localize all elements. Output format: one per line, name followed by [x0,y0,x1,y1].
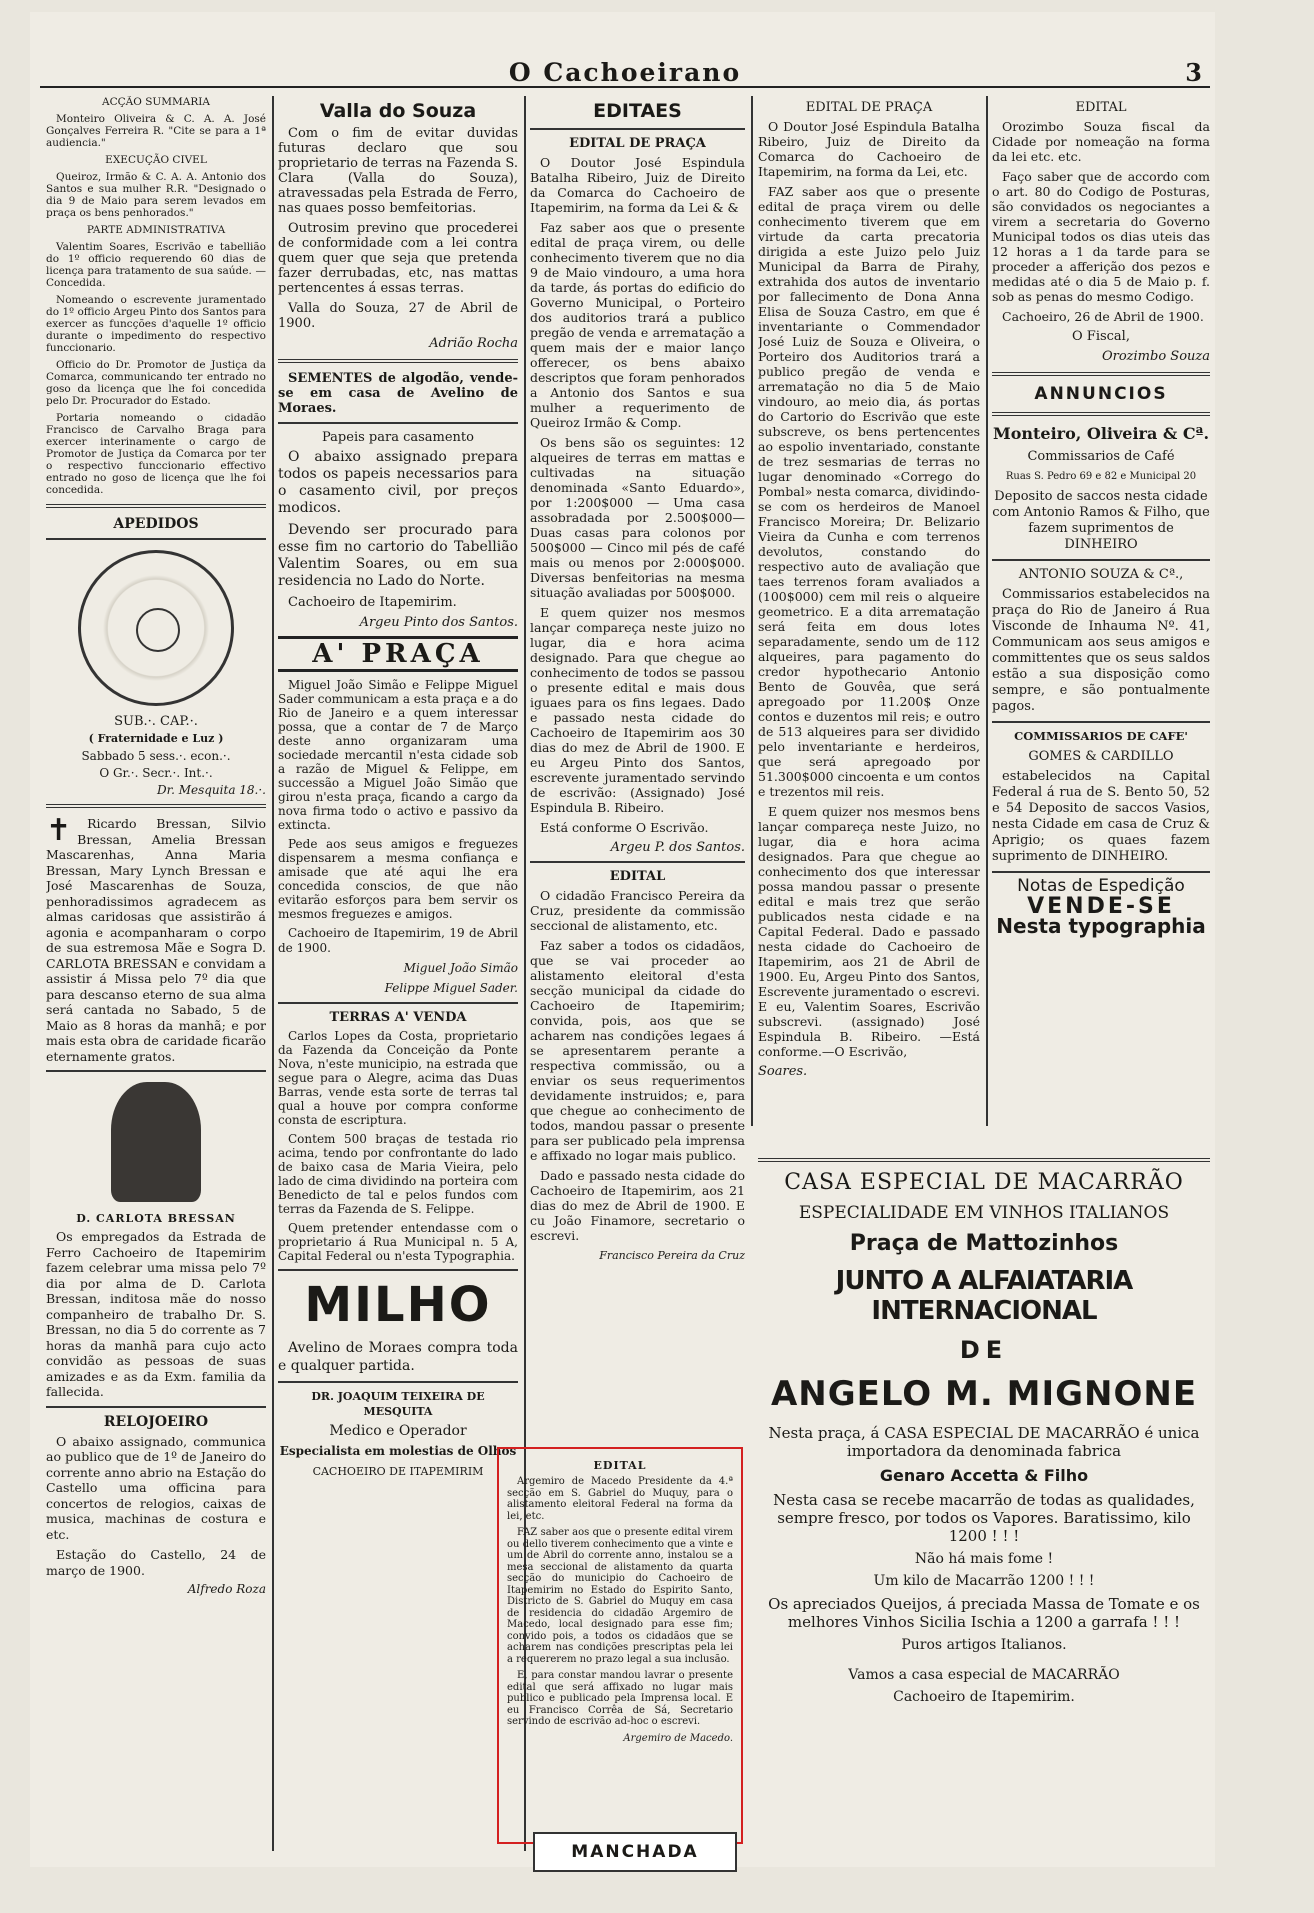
fiscal-sign: Orozimbo Souza [1101,349,1210,364]
mesquita-name: DR. JOAQUIM TEIXEIRA DE MESQUITA [311,1390,485,1418]
column-rule [272,96,274,1851]
edital-praca-title: EDITAL DE PRAÇA [569,136,706,151]
edital-text: Faz saber aos que o presente edital de praça virem, ou delle conhecimento tiverem que no dia 9 de Maio vindouro, a uma hora da tarde, ás portas do edificio do Governo Municipal, o Porteiro dos auditorios trará a publico pregão de venda e arrematação a quem mais der e maior lanço offerecer, os bens abaixo descriptos que foram penhorados a Antonio dos Santos e sua mulher a requerimento de Queiroz Irmão & Comp. [530,220,745,430]
column-rule [751,96,753,1126]
papeis-sign: Argeu Pinto dos Santos. [359,615,518,630]
macarrao-line: Puros artigos Italianos. [901,1637,1067,1653]
divider [758,1158,1210,1162]
highlighted-edital [497,1447,743,1844]
comm-names: GOMES & CARDILLO [1028,749,1174,764]
divider [46,1406,266,1408]
edital-intro: O Doutor José Espindula Batalha Ribeiro, Juiz de Direito da Comarca do Cachoeiro de Itapemirim, na forma da Lei & & [530,155,745,215]
divider [46,1070,266,1072]
terras-text: Carlos Lopes da Costa, proprietario da Fazenda da Conceição da Ponte Nova, n'este municipio, na estrada que segue para o Alegre, acima das Duas Barras, vende esta sorte de terras tal qual a houve por compra conforme consta de escriptura. [278,1029,518,1127]
divider [992,372,1210,376]
vende-se: VENDE-SE [1027,894,1175,919]
comm-text: estabelecidos na Capital Federal á rua de S. Bento 50, 52 e 54 Deposito de saccos Vasios, nesta Cidade em casa de Cruz & Aprigio; os quaes fazem suprimento de DINHEIRO. [992,769,1210,864]
court-entry: Portaria nomeando o cidadão Francisco de Carvalho Braga para exercer interinamente o cargo de Promotor de Justiça da Comarca por ter o respectivo funccionario effectivo entrado no goso de licença que lhe foi concedida. [46,412,266,496]
notas-title: Notas de Espedição [1017,876,1185,896]
macarrao-line: Não há mais fome ! [914,1551,1054,1567]
relojoeiro-text: O abaixo assignado, communica ao publico que de 1º de Janeiro do corrente anno abrio na Estação do Castello uma officina para concertos de relogios, caixas de musica, machinas de costura e etc. [46,1433,266,1542]
macarrao-line: Praça de Mattozinhos [849,1231,1119,1256]
divider [992,559,1210,561]
papeis-place: Cachoeiro de Itapemirim. [288,595,457,610]
divider [530,128,745,130]
redbox-title: EDITAL [593,1459,647,1472]
valla-text: Outrosim previno que procederei de conformidade com a lei contra quem quer que seja que pretenda fazer derrubadas, etc, nas mattas pertencentes á essas terras. [278,221,518,296]
column-3 [530,96,745,1421]
manchada-stamp: MANCHADA [533,1832,737,1872]
divider [46,804,266,808]
redbox-text: Argemiro de Macedo Presidente da 4.ª secção em S. Gabriel do Muquy, para o alistamento eleitoral Federal na forma da lei, etc. [507,1476,733,1522]
divider [278,359,518,363]
fiscal-text: Orozimbo Souza fiscal da Cidade por nomeação na forma da lei etc. etc. [992,119,1210,164]
redbox-text: FAZ saber aos que o presente edital virem ou dello tiverem conhecimento que a vinte e um de Abril do corrente anno, instalou se a mesa seccional de alistamento da quarta secção do municipio do Cachoeiro de Itapemirim no Estado do Espirito Santo, Districto de S. Gabriel do Muquy em casa de residencia do cidadão Argemiro de Macedo, local designado para esse fim; convido pois, a todos os cidadãos que se acharem nas condições prescriptas pela lei a requererem no prazo legal a sua inclusão. [507,1527,733,1665]
macarrao-line: Nesta praça, á CASA ESPECIAL DE MACARRÃO é unica importadora da denominada fabrica [768,1424,1200,1460]
cross-icon: ✝ [46,813,72,848]
macarrao-line: Os apreciados Queijos, á preciada Massa de Tomate e os melhores Vinhos Sicilia Ischia a 1200 a garrafa ! ! ! [768,1595,1200,1631]
sementes-ad: SEMENTES de algodão, vende-se em casa de Avelino de Moraes. [278,371,518,416]
col4-text: FAZ saber aos que o presente edital de praça virem ou delle conhecimento tiverem que em virtude da carta precatoria dirigida a este Juizo pelo Juiz Municipal da Barra de Pirahy, extrahida dos autos de inventario por fallecimento de Dona Anna Elisa de Souza Castro, em que é inventariante o Commendador José Luiz de Souza e Oliveira, o Porteiro dos Auditorios trará a publico pregão de venda e arrematação no dia 5 de Maio vindouro, ao meio dia, ás portas do Cartorio do Escrivão que este subscreve, os bens pertencentes ao espolio inventariado, constante de trez sesmarias de terras no lugar denominado «Corrego do Pombal» nesta comarca, dividindo-se com os herdeiros de Manoel Francisco Moreira; Dr. Belizario Vieira da Cunha e com terrenos devolutos, constando do respectivo auto de avaliação que taes terrenos foram avaliados a (100$000) cem mil reis o alqueire geometrico. E a dita arrematação será feita em dous lotes separadamente, sendo um de 112 alqueires, para pagamento do credor hypothecario Antonio Bento de Gouvêa, que será apregoado por 11.200$ Onze contos e duzentos mil reis; e outro de 513 alqueires para ser dividido pelo inventariante e herdeiros, que será apregoado por 51.300$000 cincoenta e um contos e trezentos mil reis. [758,184,980,799]
souza-title: ANTONIO SOUZA & Cª., [1018,567,1184,582]
column-rule [986,96,988,1126]
divider [278,1269,518,1271]
souza-text: Commissarios estabelecidos na praça do Rio de Janeiro á Rua Visconde de Inhauma Nº. 41, Communicam aos seus amigos e committentes que os seus saldos estão a sua disposição como sempre, e são pontualmente pagos. [992,587,1210,714]
papeis-text: O abaixo assignado prepara todos os papeis necessarios para o casamento civil, por preços modicos. [278,449,518,516]
court-entry: Valentim Soares, Escrivão e tabellião do 1º officio requerendo 60 dias de licença para tratamento de sua saúde. —Concedida. [46,241,266,289]
fiscal-date: Cachoeiro, 26 de Abril de 1900. [1002,309,1204,324]
lodge-line: O Gr.·. Secr.·. Int.·. [99,766,213,780]
redbox-sign: Argemiro de Macedo. [623,1732,733,1744]
macarrao-line: CASA ESPECIAL DE MACARRÃO [784,1170,1184,1195]
newspaper-title: O Cachoeirano [508,58,742,87]
fiscal-role: O Fiscal, [1072,329,1130,344]
mesquita-spec: Especialista em molestias de Olhos [279,1444,517,1458]
court-heading: PARTE ADMINISTRATIVA [86,224,226,236]
divider [46,538,266,540]
papeis-text: Devendo ser procurado para esse fim no cartorio do Tabellião Valentim Soares, ou em sua residencia no Lado do Norte. [278,522,518,589]
fiscal-text: Faço saber que de accordo com o art. 80 do Codigo de Posturas, são convidados os negociantes a virem a secretaria do Governo Municipal todos os dias uteis das 12 horas a 1 da tarde para se proceder a afferição dos pezos e medidas até o dia 5 de Maio p. f. sob as penas do mesmo Codigo. [992,169,1210,304]
edital-text: Está conforme O Escrivão. [540,820,709,835]
divider [278,422,518,424]
court-entry: Officio do Dr. Promotor de Justiça da Comarca, communicando ter entrado no goso da licença que lhe foi concedida pelo Dr. Procurador do Estado. [46,359,266,407]
monteiro-title: Monteiro, Oliveira & Cª. [992,424,1210,443]
court-heading: EXECUÇÃO CIVEL [105,154,207,166]
mesquita-place: CACHOEIRO DE ITAPEMIRIM [312,1465,484,1478]
apedidos-heading: APEDIDOS [113,516,199,532]
valla-text: Com o fim de evitar duvidas futuras declaro que sou proprietario de terras na Fazenda S. Clara (Valla do Souza), atravessadas pela Estrada de Ferro, nas quaes posso bemfeitorias. [278,126,518,216]
fiscal-title: EDITAL [1075,100,1127,115]
macarrao-line: Vamos a casa especial de MACARRÃO [848,1667,1120,1683]
divider [278,1002,518,1004]
mesquita-role: Medico e Operador [329,1423,467,1439]
valla-title: Valla do Souza [319,100,477,122]
redbox-text: E, para constar mandou lavrar o presente edital que será affixado no lugar mais publico e publicado pela Imprensa local. E eu Francisco Corrêa de Sá, Secretario servindo de escrivão ad-hoc o escrevi. [507,1670,733,1727]
masthead [40,58,1210,88]
divider [992,721,1210,723]
divider [46,504,266,508]
praca-title: A' PRAÇA [278,636,518,672]
edital2-text: Faz saber a todos os cidadãos, que se vai proceder ao alistamento eleitoral d'esta secção municipal da cidade do Cachoeiro de Itapemirim; convida, pois, aos que se acharem nas condições legaes á se apresentarem perante a respectiva commissão, ou a enviar os seus requerimentos devidamente instruidos; e, para que chegue ao conhecimento de todos, mandou passar o presente para ser publicado pela imprensa e affixado no logar mais publico. [530,938,745,1163]
lodge-line: SUB.·. CAP.·. [114,714,198,729]
edital-text: E quem quizer nos mesmos lançar compareça neste juizo no lugar, dia e hora acima designado. Para que chegue ao conhecimento de todos se passou o presente edital e mais dous iguaes para os fins legaes. Dado e passado nesta cidade do Cachoeiro de Itapemirim aos 30 dias do mez de Abril de 1900. E eu Argeu Pinto dos Santos, escrevente juramentado servindo de escrivão: (Assignado) José Espindula B. Ribeiro. [530,605,745,815]
bressan-text: Ricardo Bressan, Silvio Bressan, Amelia Bressan Mascarenhas, Anna Maria Bressan, Mary Lynch Bressan e José Mascarenhas de Souza, penhoradissimos agradecem as almas caridosas que assistirão á agonia e acompanharam o corpo de sua estremosa Mãe e Sogra D. CARLOTA BRESSAN e convidam a assistir á Missa pelo 7º dia que para descanso eterno de sua alma será cantada no Sabado, 5 de Maio as 8 horas da manhã; e por mais esta obra de caridade ficarão eternamente gratos. [46,816,266,1064]
lodge-line: Sabbado 5 sess.·. econ.·. [81,749,231,763]
column-2 [278,96,518,1851]
terras-text: Quem pretender entendasse com o proprietario á Rua Municipal n. 5 A, Capital Federal ou n'esta Typographia. [278,1221,518,1263]
comm-title: COMMISSARIOS DE CAFE' [1014,729,1188,743]
praca-text: Miguel João Simão e Felippe Miguel Sader communicam a esta praça e a do Rio de Janeiro e a quem interessar possa, que a contar de 7 de Março deste anno organizaram uma sociedade mercantil n'esta cidade sob a razão de Miguel & Felippe, em successão a Miguel João Simão que girou n'esta praça, ficando a cargo da nova firma todo o activo e passivo da extincta. [278,678,518,832]
macarrao-line: ESPECIALIDADE EM VINHOS ITALIANOS [798,1203,1170,1223]
typographia: Nesta typographia [996,914,1206,938]
masonic-seal-icon [78,550,234,706]
column-4 [758,96,980,1131]
praca-sign: Felippe Miguel Sader. [384,981,518,995]
lodge-line: Dr. Mesquita 18.·. [157,783,266,797]
divider [992,412,1210,416]
court-entry: Queiroz, Irmão & C. A. A. Antonio dos Santos e sua mulher R.R. "Designado o dia 9 de Maio para serem levados em praça os bens penhorados." [46,171,266,219]
edital2-title: EDITAL [609,869,666,884]
praca-text: Pede aos seus amigos e freguezes dispensarem a mesma confiança e amisade que até aqui lhe era concedida conscios, de que não evitarão esforços para bem servir os mesmos freguezes e amigos. [278,837,518,921]
annuncios-heading: ANNUNCIOS [1034,384,1168,404]
edital2-text: O cidadão Francisco Pereira da Cruz, presidente da commissão seccional de alistamento, etc. [530,888,745,933]
monteiro-text: Deposito de saccos nesta cidade com Antonio Ramos & Filho, que fazem suprimentos de DINHEIRO [992,489,1210,552]
edital2-sign: Francisco Pereira da Cruz [599,1249,745,1262]
carlota-title: D. CARLOTA BRESSAN [76,1212,236,1225]
macarrao-line: JUNTO A ALFAIATARIA INTERNACIONAL [835,1266,1133,1326]
papeis-title: Papeis para casamento [322,430,474,445]
court-entry: Nomeando o escrevente juramentado do 1º officio Argeu Pinto dos Santos para exercer as funcções d'aquelle 1º officio durante o impedimento do respectivo funccionario. [46,294,266,354]
praca-date: Cachoeiro de Itapemirim, 19 de Abril de 1900. [278,926,518,955]
macarrao-line: ANGELO M. MIGNONE [770,1374,1198,1414]
relojoeiro-title: RELOJOEIRO [103,1413,209,1430]
macarrao-line: Nesta casa se recebe macarrão de todas as qualidades, sempre fresco, por todos os Vapores. Baratissimo, kilo 1200 ! ! ! [773,1491,1195,1545]
macarrao-line: Cachoeiro de Itapemirim. [893,1689,1075,1705]
carlota-text: Os empregados da Estrada de Ferro Cachoeiro de Itapemirim fazem celebrar uma missa pelo 7º dia por alma de D. Carlota Bressan, inditosa mãe do nosso companheiro de trabalho Dr. S. Bressan, no dia 5 do corrente as 7 horas da manhã para cujo acto convidão as pessoas de suas amizades e as da Exm. familia da fallecida. [46,1229,266,1399]
macarrao-line: Genaro Accetta & Filho [879,1466,1089,1485]
page-number: 3 [1185,58,1202,87]
col4-sign: Soares. [758,1064,808,1079]
milho-text: Avelino de Moraes compra toda e qualquer partida. [278,1340,518,1374]
divider [992,871,1210,873]
edital-sign: Argeu P. dos Santos. [610,840,745,855]
bressan-notice [46,813,266,1064]
editaes-title: EDITAES [593,100,682,122]
monteiro-addr: Ruas S. Pedro 69 e 82 e Municipal 20 [1005,471,1197,482]
col4-title: EDITAL DE PRAÇA [805,100,933,115]
lodge-line: ( Fraternidade e Luz ) [88,732,224,745]
terras-text: Contem 500 braças de testada rio acima, tendo por confrontante do lado de baixo casa de Maria Vieira, pelo lado de cima dividindo na porteira com Benedicto de tal e pelos fundos com terras da Fazenda de S. Felippe. [278,1132,518,1216]
court-entry: Monteiro Oliveira & C. A. A. José Gonçalves Ferreira R. "Cite se para a 1ª audiencia." [46,113,266,149]
terras-title: TERRAS A' VENDA [329,1010,467,1025]
relojoeiro-date: Estação do Castello, 24 de março de 1900. [46,1547,266,1578]
column-5 [992,96,1210,1131]
court-heading: ACÇÃO SUMMARIA [102,96,210,108]
edital-text: Os bens são os seguintes: 12 alqueires de terras em mattas e cultivadas na situação denominada «Santo Eduardo», por 1:200$000 — Uma casa assobradada por 2.500$000—Duas casas para colonos por 500$000 — Cinco mil pés de café mais ou menos por 2:000$000. Diversas benfeitorias na mesma situação avaliadas por 500$000. [530,435,745,600]
valla-date: Valla do Souza, 27 de Abril de 1900. [278,301,518,331]
relojoeiro-sign: Alfredo Roza [187,1582,266,1596]
valla-sign: Adrião Rocha [429,336,518,351]
monteiro-sub: Commissarios de Café [1027,449,1175,464]
milho-title: MILHO [304,1277,492,1333]
macarrao-line: Um kilo de Macarrão 1200 ! ! ! [873,1573,1095,1589]
portrait-image [111,1082,201,1202]
macarrao-ad [758,1150,1210,1711]
divider [530,861,745,863]
column-1 [46,96,266,1851]
col4-text: E quem quizer nos mesmos bens lançar compareça neste Juizo, no lugar, dia e hora acima designados. Para que chegue ao conhecimento dos que interessar possa mandou passar o presente edital e mais trez que serão publicados nesta cidade e na Capital Federal. Dado e passado nesta cidade do Cachoeiro de Itapemirim, aos 21 de Abril de 1900. Eu, Argeu Pinto dos Santos, Escrevente juramentado o escrevi. E eu, Valentim Soares, Escrivão subscrevi. (assignado) José Espindula B. Ribeiro. —Está conforme.—O Escrivão, [758,804,980,1059]
macarrao-line: DE [959,1336,1009,1364]
divider [278,1381,518,1383]
edital2-text: Dado e passado nesta cidade do Cachoeiro de Itapemirim, aos 21 dias do mez de Abril de 1900. E cu João Finamore, secretario o escrevi. [530,1168,745,1243]
col4-text: O Doutor José Espindula Batalha Ribeiro, Juiz de Direito da Comarca do Cachoeiro de Itapemirim, na forma da Lei, etc. [758,119,980,179]
praca-sign: Miguel João Simão [403,961,518,975]
